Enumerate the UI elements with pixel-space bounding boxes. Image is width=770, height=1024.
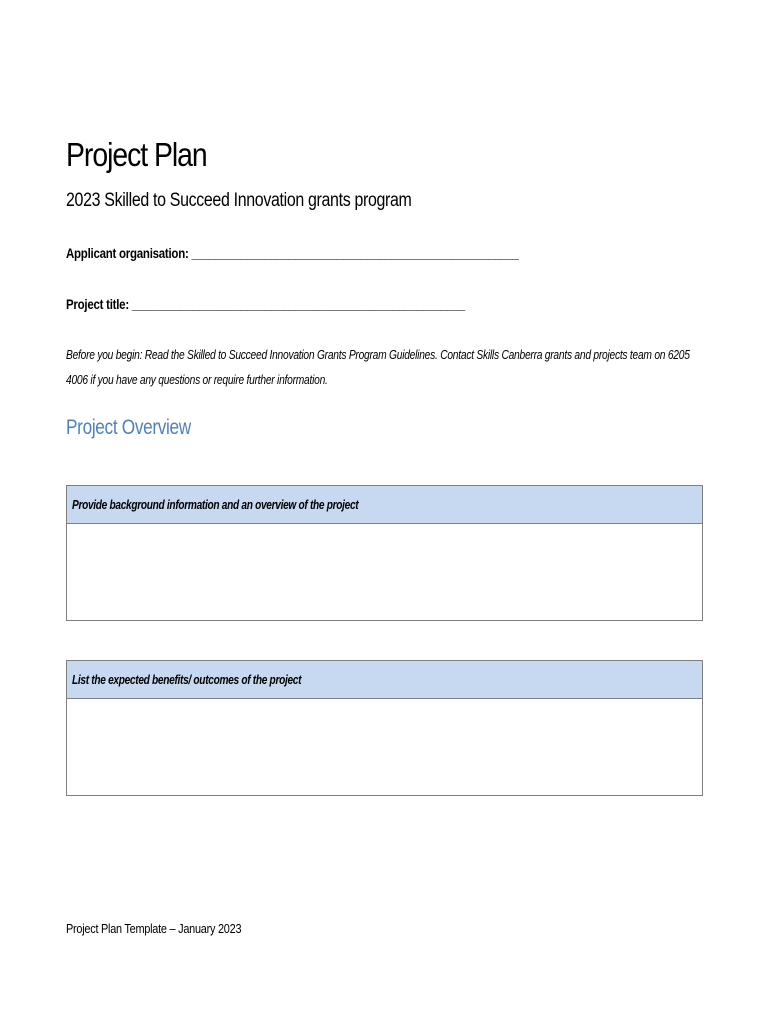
background-overview-box [66, 485, 703, 621]
applicant-organisation-label: Applicant organisation: [66, 245, 189, 261]
applicant-organisation-field[interactable] [66, 245, 519, 261]
benefits-outcomes-input[interactable] [67, 699, 702, 795]
background-overview-input[interactable] [67, 524, 702, 620]
project-title-blank[interactable]: _______________________________________________________ [131, 296, 465, 312]
intro-instructions: Before you begin: Read the Skilled to Succeed Innovation Grants Program Guidelines. Contact Skills Canberra grants and projects team on 6205 4006 if you have any questions or require further information. [66, 348, 690, 387]
page-title: Project Plan [66, 136, 207, 173]
section-heading-project-overview: Project Overview [66, 416, 191, 439]
box-header-label: Provide background information and an overview of the project [72, 497, 359, 512]
project-title-label: Project title: [66, 296, 129, 312]
box-header [67, 661, 702, 699]
box-header [67, 486, 702, 524]
benefits-outcomes-box [66, 660, 703, 796]
applicant-organisation-blank[interactable]: ______________________________________________________ [191, 245, 519, 261]
page-footer: Project Plan Template – January 2023 [66, 921, 242, 936]
page-subtitle: 2023 Skilled to Succeed Innovation grants program [66, 190, 412, 211]
box-header-label: List the expected benefits/ outcomes of the project [72, 672, 302, 687]
project-title-field[interactable] [66, 296, 465, 312]
